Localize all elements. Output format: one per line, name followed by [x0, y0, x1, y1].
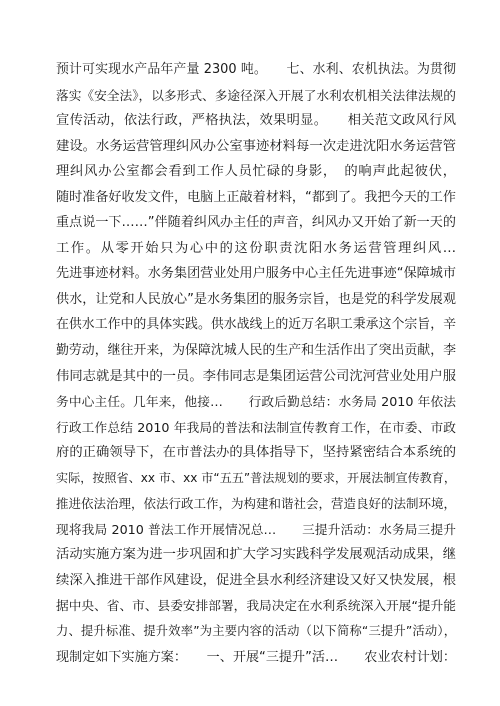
text-line: 行政工作总结 2010 年我局的普法和法制宣传教育工作，在市委、市政: [56, 419, 456, 435]
text-line: 落实《安全法》，以多形式、多途径深入开展了水利农机相关法律法规的: [56, 87, 456, 103]
text-line: 勤劳动，继往开来，为保障沈城人民的生产和生活作出了突出贡献，李: [56, 343, 456, 359]
text-line: 活动实施方案为进一步巩固和扩大学习实践科学发展观活动成果，继: [56, 547, 456, 563]
text-line: 预计可实现水产品年产量 2300 吨。 七、水利、农机执法。为贯彻: [56, 62, 456, 77]
text-line: 先进事迹材料。水务集团营业处用户服务中心主任先进事迹“保障城市: [56, 266, 456, 282]
text-line: 推进依法治理，依法行政工作，为构建和谐社会，营造良好的法制环境，: [56, 496, 456, 512]
text-line: 在供水工作中的具体实践。供水战线上的近万名职工秉承这个宗旨，辛: [56, 317, 456, 333]
text-line: 伟同志就是其中的一员。李伟同志是集团运营公司沈河营业处用户服: [56, 368, 456, 384]
text-line: 据中央、省、市、县委安排部署，我局决定在水利系统深入开展“提升能: [56, 598, 456, 614]
text-line: 务中心主任。几年来，他接… 行政后勤总结：水务局 2010 年依法: [56, 394, 456, 410]
text-line: 工作。从零开始只为心中的这份职责沈阳水务运营管理纠风…: [56, 240, 456, 256]
text-line: 实际，按照省、xx 市、xx 市“五五”普法规划的要求，开展法制宣传教育，: [56, 470, 456, 485]
text-line: 重点说一下……”伴随着纠风办主任的声音，纠风办又开始了新一天的: [56, 215, 456, 231]
document-body-text: [56, 57, 456, 670]
text-line: 续深入推进干部作风建设，促进全县水利经济建设又好又快发展，根: [56, 572, 456, 588]
text-line: 随时准备好收发文件，电脑上正敲着材料，“都到了。我把今天的工作: [56, 189, 456, 205]
text-line: 供水，让党和人民放心”是水务集团的服务宗旨，也是党的科学发展观: [56, 291, 456, 307]
text-line: 力、提升标准、提升效率”为主要内容的活动（以下简称“三提升”活动），: [56, 624, 456, 639]
text-line: 宣传活动，依法行政，严格执法，效果明显。 相关范文政风行风: [56, 113, 456, 129]
text-line: 府的正确领导下，在市普法办的具体指导下，坚持紧密结合本系统的: [56, 445, 456, 461]
text-line: 理纠风办公室都会看到工作人员忙碌的身影， 的响声此起彼伏，: [56, 164, 456, 180]
text-line: 现将我局 2010 普法工作开展情况总… 三提升活动：水务局三提升: [56, 521, 456, 537]
text-line: 现制定如下实施方案： 一、开展“三提升”活… 农业农村计划：: [56, 649, 456, 665]
text-line: 建设。水务运营管理纠风办公室事迹材料每一次走进沈阳水务运营管: [56, 138, 456, 154]
